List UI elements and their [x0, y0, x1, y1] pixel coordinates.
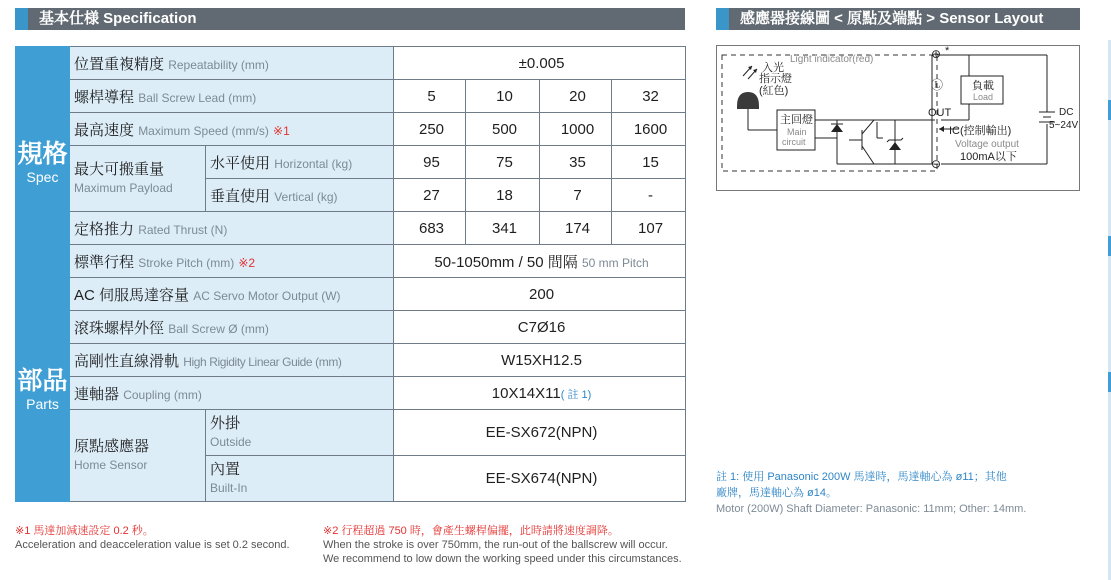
footnote-2 — [323, 524, 682, 566]
row-label-sensor: 原點感應器 Home Sensor — [70, 410, 206, 502]
table-row — [16, 377, 686, 410]
footnote-2-en-1: When the stroke is over 750mm, the run-out of the ballscrew will occur. — [323, 539, 668, 551]
diode-icon — [831, 124, 843, 132]
section-parts-en: Parts — [26, 396, 59, 412]
outside-value: EE-SX672(NPN) — [394, 410, 686, 456]
motor-shaft-note-line-3: Motor (200W) Shaft Diameter: Panasonic: 11mm; Other: 14mm. — [716, 503, 1027, 515]
header-accent-tab — [716, 8, 729, 30]
footnote-2-en-2: We recommend to low down the working speed under this circumstances. — [323, 553, 682, 565]
plus-terminal-icon: ⊕ — [931, 47, 942, 61]
repeatability-value: ±0.005 — [394, 47, 686, 80]
row-label-payload: 最大可搬重量 Maximum Payload — [70, 146, 206, 212]
ballscrew-value: C7Ø16 — [394, 311, 686, 344]
vertical-value: - — [612, 179, 686, 212]
incident-light-label: 入光 — [762, 62, 784, 74]
main-circuit-zh: 主回燈 — [780, 114, 813, 126]
horizontal-value: 95 — [394, 146, 466, 179]
thrust-value: 174 — [540, 212, 612, 245]
thrust-value: 341 — [466, 212, 540, 245]
footnote-2-zh: ※2 行程超過 750 時，會產生螺桿偏擺，此時請將速度調降。 — [323, 525, 619, 537]
row-label-horizontal: 水平使用 Horizontal (kg) — [206, 146, 394, 179]
sensor-header-title: 感應器接線圖 < 原點及端點 > Sensor Layout — [740, 10, 1044, 27]
table-row — [16, 344, 686, 377]
transistor-icon — [849, 120, 883, 164]
vertical-value: 18 — [466, 179, 540, 212]
table-row — [16, 311, 686, 344]
load-zh: 負載 — [972, 80, 994, 92]
section-parts-zh: 部品 — [17, 367, 68, 395]
speed-value: 1000 — [540, 113, 612, 146]
row-label-stroke: 標準行程 Stroke Pitch (mm) ※2 — [70, 245, 394, 278]
row-label-coupling: 連軸器 Coupling (mm) — [70, 377, 394, 410]
sensor-wiring-diagram — [716, 45, 1080, 191]
horizontal-value: 75 — [466, 146, 540, 179]
sensor-header — [716, 8, 1080, 30]
led-icon — [737, 92, 759, 109]
l-terminal-icon: Ⓛ — [931, 78, 944, 92]
motor-shaft-note-line-2: 廠牌，馬達軸心為 ø14。 — [716, 487, 838, 499]
stroke-value: 50-1050mm / 50 間隔 50 mm Pitch — [394, 245, 686, 278]
row-label-lead: 螺桿導程 Ball Screw Lead (mm) — [70, 80, 394, 113]
spec-header-title: 基本仕様 Specification — [39, 10, 197, 27]
thrust-value: 683 — [394, 212, 466, 245]
speed-value: 250 — [394, 113, 466, 146]
speed-value: 500 — [466, 113, 540, 146]
zener-diode-icon — [887, 138, 903, 150]
wiring-svg — [717, 46, 1079, 190]
table-row — [16, 212, 686, 245]
minus-terminal-icon: ⊖ — [931, 157, 942, 171]
row-label-outside: 外掛 Outside — [206, 410, 394, 456]
row-label-guide: 高剛性直線滑軌 High Rigidity Linear Guide (mm) — [70, 344, 394, 377]
section-spec-en: Spec — [26, 168, 59, 185]
indicator-zh-2: (紅色) — [759, 85, 789, 97]
voltage-output-label: Voltage output — [955, 139, 1019, 150]
coupling-value: 10X14X11( 註 1) — [394, 377, 686, 410]
row-label-motor: AC 伺服馬達容量 AC Servo Motor Output (W) — [70, 278, 394, 311]
speed-value: 1600 — [612, 113, 686, 146]
footnote-1-zh: ※1 馬達加減速設定 0.2 秒。 — [15, 525, 154, 537]
row-label-thrust: 定格推力 Rated Thrust (N) — [70, 212, 394, 245]
table-row — [16, 80, 686, 113]
spec-table — [15, 46, 686, 502]
indicator-zh-1: 指示燈 — [759, 73, 792, 85]
spec-header — [15, 8, 685, 30]
footnote-1-en: Acceleration and deacceleration value is set 0.2 second. — [15, 539, 290, 551]
table-row — [16, 146, 686, 179]
lead-value: 5 — [394, 80, 466, 113]
section-parts — [16, 278, 70, 502]
lead-value: 10 — [466, 80, 540, 113]
section-spec-zh: 規格 — [17, 139, 68, 168]
guide-value: W15XH12.5 — [394, 344, 686, 377]
dc-label: DC — [1059, 107, 1074, 118]
lead-value: 32 — [612, 80, 686, 113]
row-label-ballscrew: 滾珠螺桿外徑 Ball Screw Ø (mm) — [70, 311, 394, 344]
table-row — [16, 245, 686, 278]
table-row — [16, 410, 686, 456]
row-label-repeatability: 位置重複精度 Repeatability (mm) — [70, 47, 394, 80]
table-row — [16, 113, 686, 146]
table-row — [16, 47, 686, 80]
current-limit-label: 100mA以下 — [960, 151, 1017, 163]
lead-value: 20 — [540, 80, 612, 113]
horizontal-value: 35 — [540, 146, 612, 179]
out-label: OUT — [928, 107, 952, 119]
section-spec — [16, 47, 70, 278]
row-label-speed: 最高速度 Maximum Speed (mm/s) ※1 — [70, 113, 394, 146]
header-accent-tab — [15, 8, 28, 30]
light-indicator-label: Light indicator(red) — [790, 54, 874, 65]
vertical-value: 7 — [540, 179, 612, 212]
row-label-builtin: 內置 Built-In — [206, 456, 394, 502]
dc-range-label: 5~24V — [1049, 120, 1079, 131]
load-en: Load — [973, 92, 994, 102]
table-row — [16, 278, 686, 311]
vertical-value: 27 — [394, 179, 466, 212]
thrust-value: 107 — [612, 212, 686, 245]
motor-shaft-note-line-1: 註 1: 使用 Panasonic 200W 馬達時，馬達軸心為 ø11；其他 — [716, 471, 1007, 483]
motor-shaft-note — [716, 469, 1026, 517]
row-label-vertical: 垂直使用 Vertical (kg) — [206, 179, 394, 212]
ic-label: IC(控制輸出) — [949, 125, 1012, 137]
main-circuit-en-2: circuit — [782, 137, 806, 147]
motor-value: 200 — [394, 278, 686, 311]
asterisk-mark: * — [945, 46, 950, 57]
incident-light-arrow-icon — [743, 66, 757, 79]
main-circuit-en-1: Main — [787, 127, 807, 137]
builtin-value: EE-SX674(NPN) — [394, 456, 686, 502]
horizontal-value: 15 — [612, 146, 686, 179]
footnote-1 — [15, 524, 290, 552]
